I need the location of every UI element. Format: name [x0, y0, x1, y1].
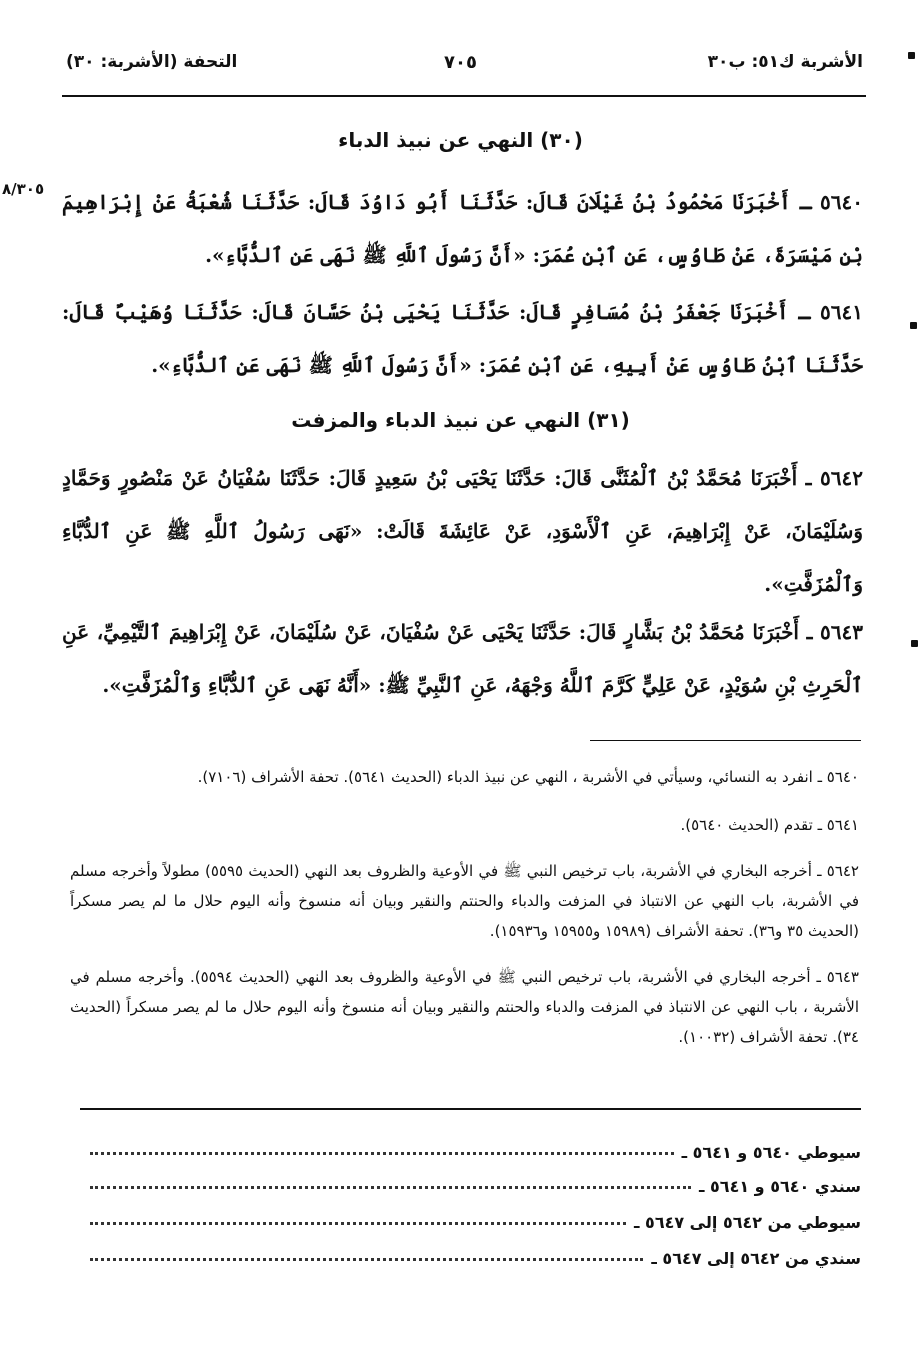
leader-dots	[90, 1222, 626, 1225]
section-heading: (٣٠) النهي عن نبيذ الدباء	[338, 128, 583, 152]
running-header-left: التحفة (الأشربة: ٣٠)	[66, 52, 238, 72]
running-header-right: الأشربة ك٥١: ب٣٠	[707, 52, 863, 72]
commentary-index-label: سندي ٥٦٤٠ و ٥٦٤١ ـ	[698, 1177, 861, 1196]
hadith-paragraph: ٥٦٤٠ ـ أَخْبَرَنَا مَحْمُودُ بْنُ غَيْلَانَ قَالَ: حَدَّثَنَا أَبُو دَاوُدَ قَالَ: حَدَّثَنَا شُعْبَةُ عَنْ إِبْرَاهِيمَ بْنِ مَيْسَرَةَ، عَنْ طَاوُسٍ، عَنِ ٱبْنِ عُمَرَ: «أَنَّ رَسُولَ ٱللَّهِ ﷺ نَهَى عَنِ ٱلدُّبَّاءِ».	[62, 190, 863, 267]
hadith-paragraph: ٥٦٤٢ ـ أَخْبَرَنَا مُحَمَّدُ بْنُ ٱلْمُثَنَّى قَالَ: حَدَّثَنَا يَحْيَى بْنُ سَعِيدٍ قَالَ: حَدَّثَنَا سُفْيَانُ عَنْ مَنْصُورٍ وَحَمَّادٍ وَسُلَيْمَانَ، عَنْ إِبْرَاهِيمَ، عَنِ ٱلْأَسْوَدِ، عَنْ عَائِشَةَ قَالَتْ: «نَهَى رَسُولُ ٱللَّهِ ﷺ عَنِ ٱلدُّبَّاءِ وَٱلْمُزَفَّتِ».	[62, 466, 863, 596]
header-rule	[62, 95, 866, 97]
footnote: ٥٦٤٢ ـ أخرجه البخاري في الأشربة، باب ترخيص النبي ﷺ في الأوعية والظروف بعد النهي (الحديث ٥٥٩٥) مطولاً وأخرجه مسلم في الأشربة، باب النهي عن الانتباذ في المزفت والدباء والحنتم والنقير وبيان أنه منسوخ وأنه اليوم حلال ما لم يصر مسكراً (الحديث ٣٥ و٣٦). تحفة الأشراف (١٥٩٨٩ و١٥٩٥٥ و١٥٩٣٦).	[70, 862, 859, 940]
margin-dot	[911, 640, 918, 647]
leader-dots	[90, 1186, 691, 1189]
commentary-index-label: سيوطي ٥٦٤٠ و ٥٦٤١ ـ	[681, 1143, 861, 1162]
margin-dot	[908, 52, 915, 59]
section-heading: (٣١) النهي عن نبيذ الدباء والمزفت	[291, 408, 630, 432]
index-divider	[80, 1108, 861, 1110]
commentary-index-row	[90, 1200, 861, 1232]
hadith-paragraph: ٥٦٤٣ ـ أَخْبَرَنَا مُحَمَّدُ بْنُ بَشَّارٍ قَالَ: حَدَّثَنَا يَحْيَى عَنْ سُفْيَانَ، عَنْ سُلَيْمَانَ، عَنْ إِبْرَاهِيمَ ٱلتَّيْمِيِّ، عَنِ ٱلْحَرِثِ بْنِ سُوَيْدٍ، عَنْ عَلِيٍّ كَرَّمَ ٱللَّهُ وَجْهَهُ، عَنِ ٱلنَّبِيِّ ﷺ: «أَنَّهُ نَهَى عَنِ ٱلدُّبَّاءِ وَٱلْمُزَفَّتِ».	[62, 620, 863, 697]
commentary-index-label: سيوطي من ٥٦٤٢ إلى ٥٦٤٧ ـ	[634, 1213, 861, 1232]
footnote: ٥٦٤٣ ـ أخرجه البخاري في الأشربة، باب ترخيص النبي ﷺ في الأوعية والظروف بعد النهي (الحديث ٥٥٩٤). وأخرجه مسلم في الأشربة ، باب النهي عن الانتباذ في المزفت والدباء والحنتم والنقير وبيان أنه منسوخ وأنه اليوم حلال ما لم يصر مسكراً (الحديث ٣٤). تحفة الأشراف (١٠٠٣٢).	[70, 968, 859, 1046]
footnote-divider	[590, 740, 861, 741]
leader-dots	[90, 1258, 643, 1261]
commentary-index-row	[90, 1236, 861, 1268]
footnote: ٥٦٤٠ ـ انفرد به النسائي، وسيأتي في الأشربة ، النهي عن نبيذ الدباء (الحديث ٥٦٤١). تحفة الأشراف (٧١٠٦).	[197, 768, 859, 786]
hadith-paragraph: ٥٦٤١ ـ أَخْبَرَنَا جَعْفَرُ بْنُ مُسَافِرٍ قَالَ: حَدَّثَنَا يَحْيَى بْنُ حَسَّانَ قَالَ: حَدَّثَنَا وُهَيْبٌ قَالَ: حَدَّثَنَا ٱبْنُ طَاوُسٍ عَنْ أَبِيهِ، عَنِ ٱبْنِ عُمَرَ: «أَنَّ رَسُولَ ٱللَّهِ ﷺ نَهَى عَنِ ٱلدُّبَّاءِ».	[62, 300, 863, 377]
page-number: ٧٠٥	[444, 52, 477, 73]
margin-volume-reference: ٨/٣٠٥	[2, 180, 45, 198]
footnote: ٥٦٤١ ـ تقدم (الحديث ٥٦٤٠).	[680, 816, 859, 834]
commentary-index-row	[90, 1164, 861, 1196]
commentary-index-row	[90, 1130, 861, 1162]
commentary-index-label: سندي من ٥٦٤٢ إلى ٥٦٤٧ ـ	[651, 1249, 861, 1268]
leader-dots	[90, 1152, 674, 1155]
margin-dot	[910, 322, 917, 329]
